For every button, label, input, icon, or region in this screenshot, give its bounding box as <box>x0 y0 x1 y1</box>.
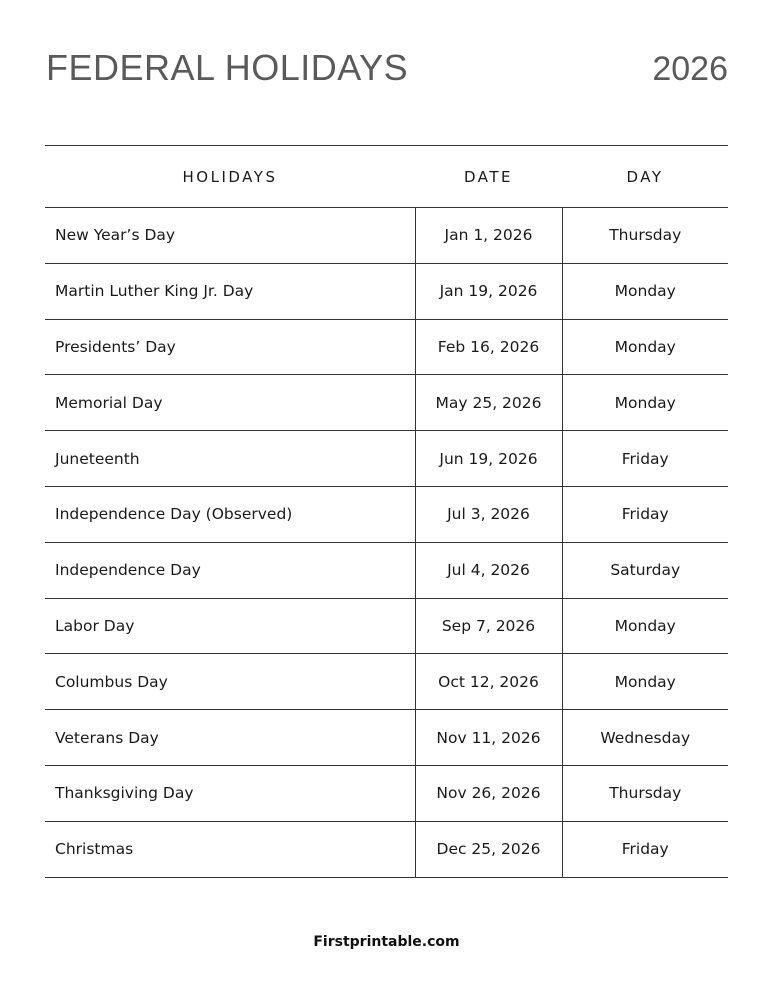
holiday-date: Jan 19, 2026 <box>415 263 562 319</box>
holiday-date: Jan 1, 2026 <box>415 208 562 264</box>
holiday-date: May 25, 2026 <box>415 375 562 431</box>
table-row <box>45 319 728 375</box>
holiday-name: Christmas <box>55 840 134 859</box>
table-row <box>45 486 728 542</box>
holiday-name: Martin Luther King Jr. Day <box>55 282 254 301</box>
holiday-name: Independence Day (Observed) <box>55 505 293 524</box>
page-title: FEDERAL HOLIDAYS <box>46 47 409 88</box>
holiday-day: Thursday <box>609 226 682 245</box>
table-header-row <box>45 146 728 208</box>
table-row <box>45 710 728 766</box>
holiday-day: Monday <box>614 616 676 635</box>
holiday-name: New Year’s Day <box>55 226 176 245</box>
table-row <box>45 654 728 710</box>
holiday-date: Sep 7, 2026 <box>415 598 562 654</box>
holiday-day: Monday <box>614 672 676 691</box>
holiday-day: Monday <box>614 337 676 356</box>
holiday-name: Thanksgiving Day <box>55 784 194 803</box>
holiday-day: Monday <box>614 393 676 412</box>
page-year: 2026 <box>652 50 728 88</box>
column-header-day: DAY <box>626 167 664 186</box>
table-row <box>45 542 728 598</box>
holiday-date: Jun 19, 2026 <box>415 431 562 487</box>
holiday-name: Veterans Day <box>55 728 159 747</box>
holiday-name: Memorial Day <box>55 393 163 412</box>
holiday-name: Presidents’ Day <box>55 337 176 356</box>
column-header-date: DATE <box>463 167 514 186</box>
table-row <box>45 598 728 654</box>
table-row <box>45 765 728 821</box>
table-row <box>45 431 728 487</box>
holiday-date: Nov 26, 2026 <box>415 765 562 821</box>
table-row <box>45 821 728 877</box>
holiday-date: Dec 25, 2026 <box>415 821 562 877</box>
holiday-name: Independence Day <box>55 561 201 580</box>
holiday-day: Saturday <box>610 561 681 580</box>
holiday-date: Jul 3, 2026 <box>415 486 562 542</box>
holiday-name: Juneteenth <box>55 449 140 468</box>
holiday-date: Feb 16, 2026 <box>415 319 562 375</box>
holiday-table <box>45 145 728 878</box>
holiday-day: Wednesday <box>600 728 691 747</box>
table-row <box>45 208 728 264</box>
holiday-day: Monday <box>614 282 676 301</box>
holiday-day: Friday <box>621 449 669 468</box>
holiday-day: Friday <box>621 505 669 524</box>
holiday-day: Friday <box>621 840 669 859</box>
holiday-name: Columbus Day <box>55 672 168 691</box>
table-row <box>45 375 728 431</box>
holiday-date: Nov 11, 2026 <box>415 710 562 766</box>
column-header-holidays: HOLIDAYS <box>182 167 278 186</box>
footer-brand: Firstprintable.com <box>313 934 460 950</box>
table-row <box>45 263 728 319</box>
holiday-date: Oct 12, 2026 <box>415 654 562 710</box>
holiday-date: Jul 4, 2026 <box>415 542 562 598</box>
holiday-name: Labor Day <box>55 616 135 635</box>
holiday-day: Thursday <box>609 784 682 803</box>
